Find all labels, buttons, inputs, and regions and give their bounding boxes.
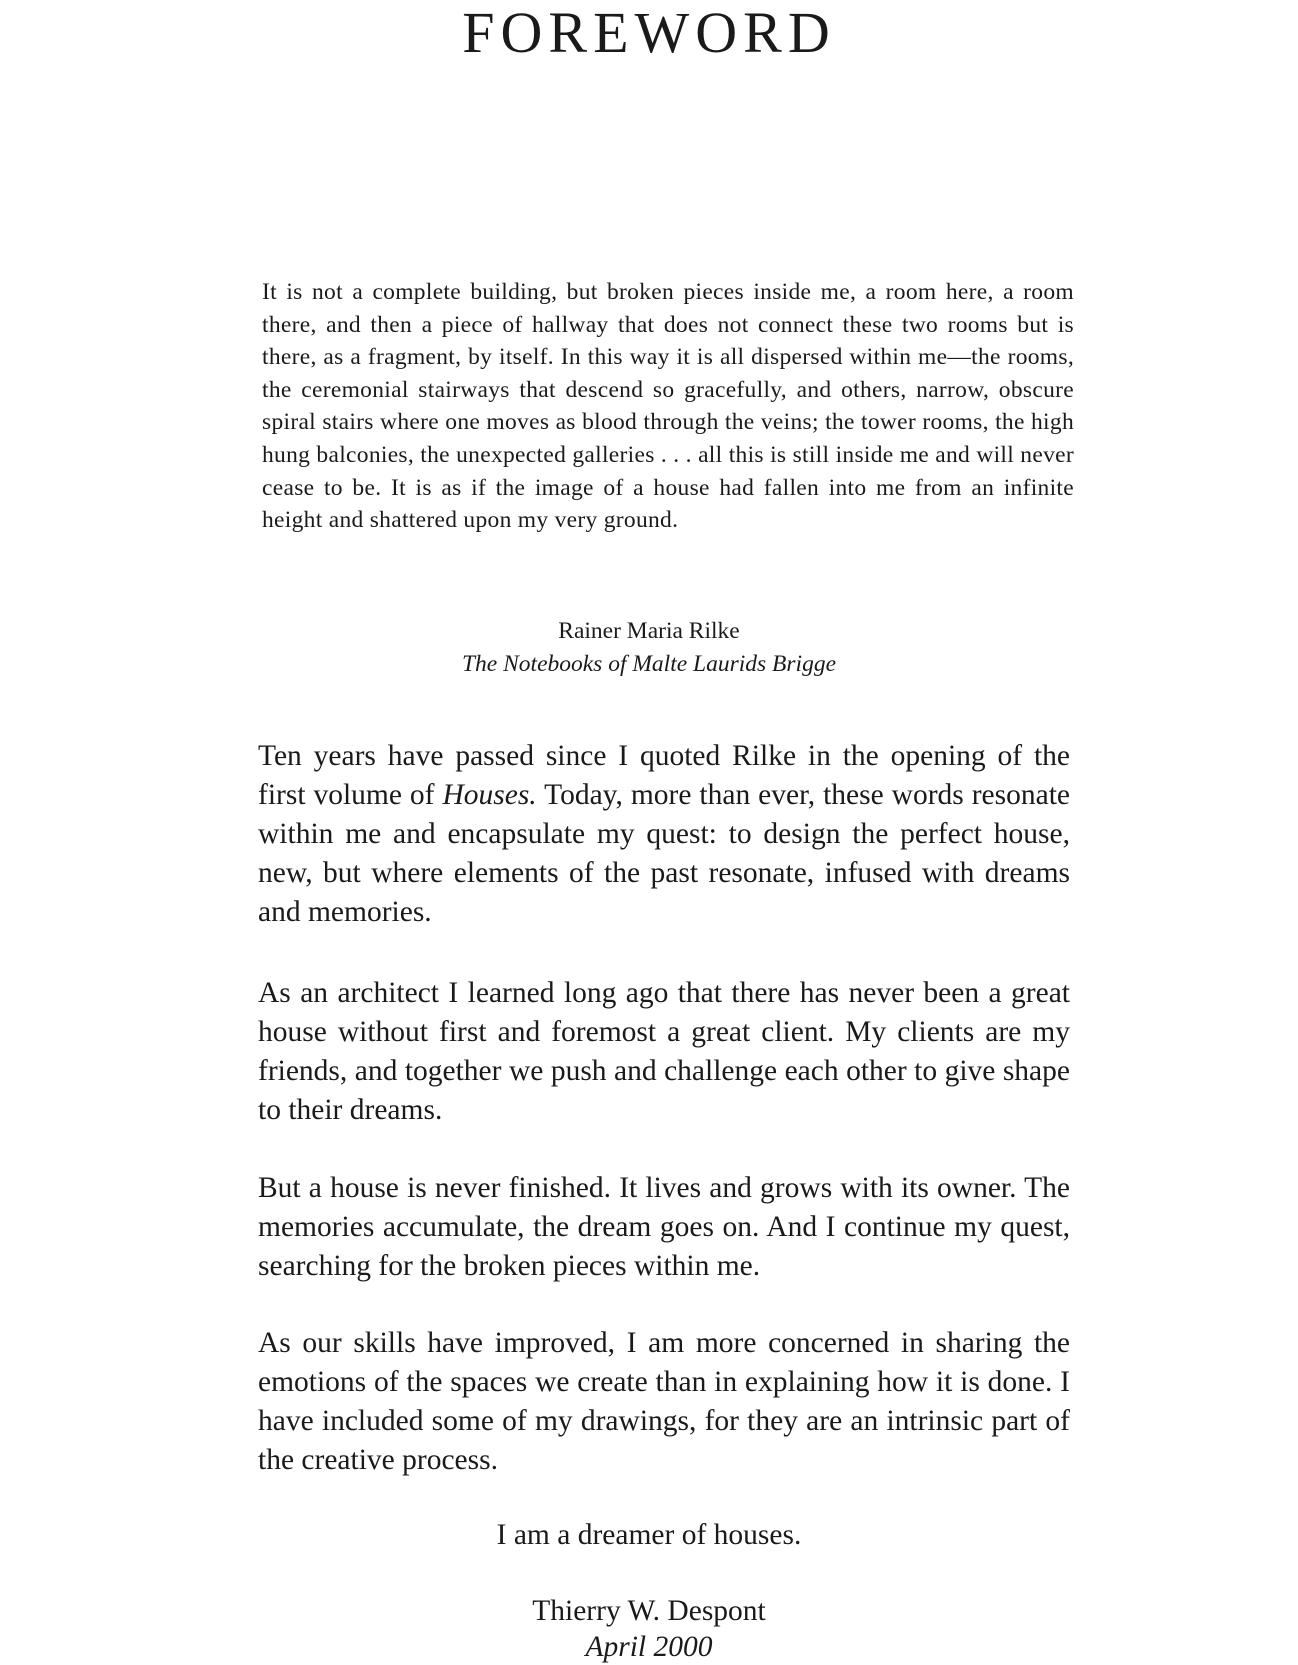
epigraph-work-title: The Notebooks of Malte Laurids Brigge <box>461 651 837 677</box>
epigraph-author: Rainer Maria Rilke <box>558 618 740 644</box>
body-paragraph-4: As our skills have improved, I am more concerned in sharing the emotions of the spaces we create than in explaining how it is done. I have included some of my drawings, for they are an intrinsic part of the creative process. <box>258 1327 1070 1476</box>
paragraph-1-text-start: Ten years have passed since I quoted Rilke in the opening of the first volume of <box>258 740 1070 811</box>
signature-date: April 2000 <box>585 1631 713 1663</box>
paragraph-1-text-end: Today, more than ever, these words resonate within me and encapsulate my quest: to design the perfect house, new, but where elements of the past resonate, infused with dreams and memories. <box>258 779 1070 928</box>
closing-line: I am a dreamer of houses. <box>496 1519 802 1551</box>
epigraph-attribution <box>0 615 1298 681</box>
body-paragraph-3: But a house is never finished. It lives and grows with its owner. The memories accumulate, the dream goes on. And I continue my quest, searching for the broken pieces within me. <box>258 1172 1070 1282</box>
book-title-houses: Houses. <box>442 779 537 811</box>
signature-block <box>0 1593 1298 1665</box>
page-title: FOREWORD <box>462 0 836 65</box>
body-paragraph-2: As an architect I learned long ago that there has never been a great house without first and foremost a great client. My clients are my friends, and together we push and challenge each other to give shape to their dreams. <box>258 977 1070 1126</box>
body-paragraph-1 <box>258 737 1070 932</box>
signature-name: Thierry W. Despont <box>532 1595 766 1627</box>
epigraph-quote: It is not a complete building, but broken pieces inside me, a room here, a room there, and then a piece of hallway that does not connect these two rooms but is there, as a fragment, by itself. In this way it is all dispersed within me—the rooms, the ceremonial stairways that descend so gracefully, and others, narrow, obscure spiral stairs where one moves as blood through the veins; the tower rooms, the high hung balconies, the unexpected galleries . . . all this is still inside me and will never cease to be. It is as if the image of a house had fallen into me from an infinite height and shattered upon my very ground. <box>262 279 1074 534</box>
